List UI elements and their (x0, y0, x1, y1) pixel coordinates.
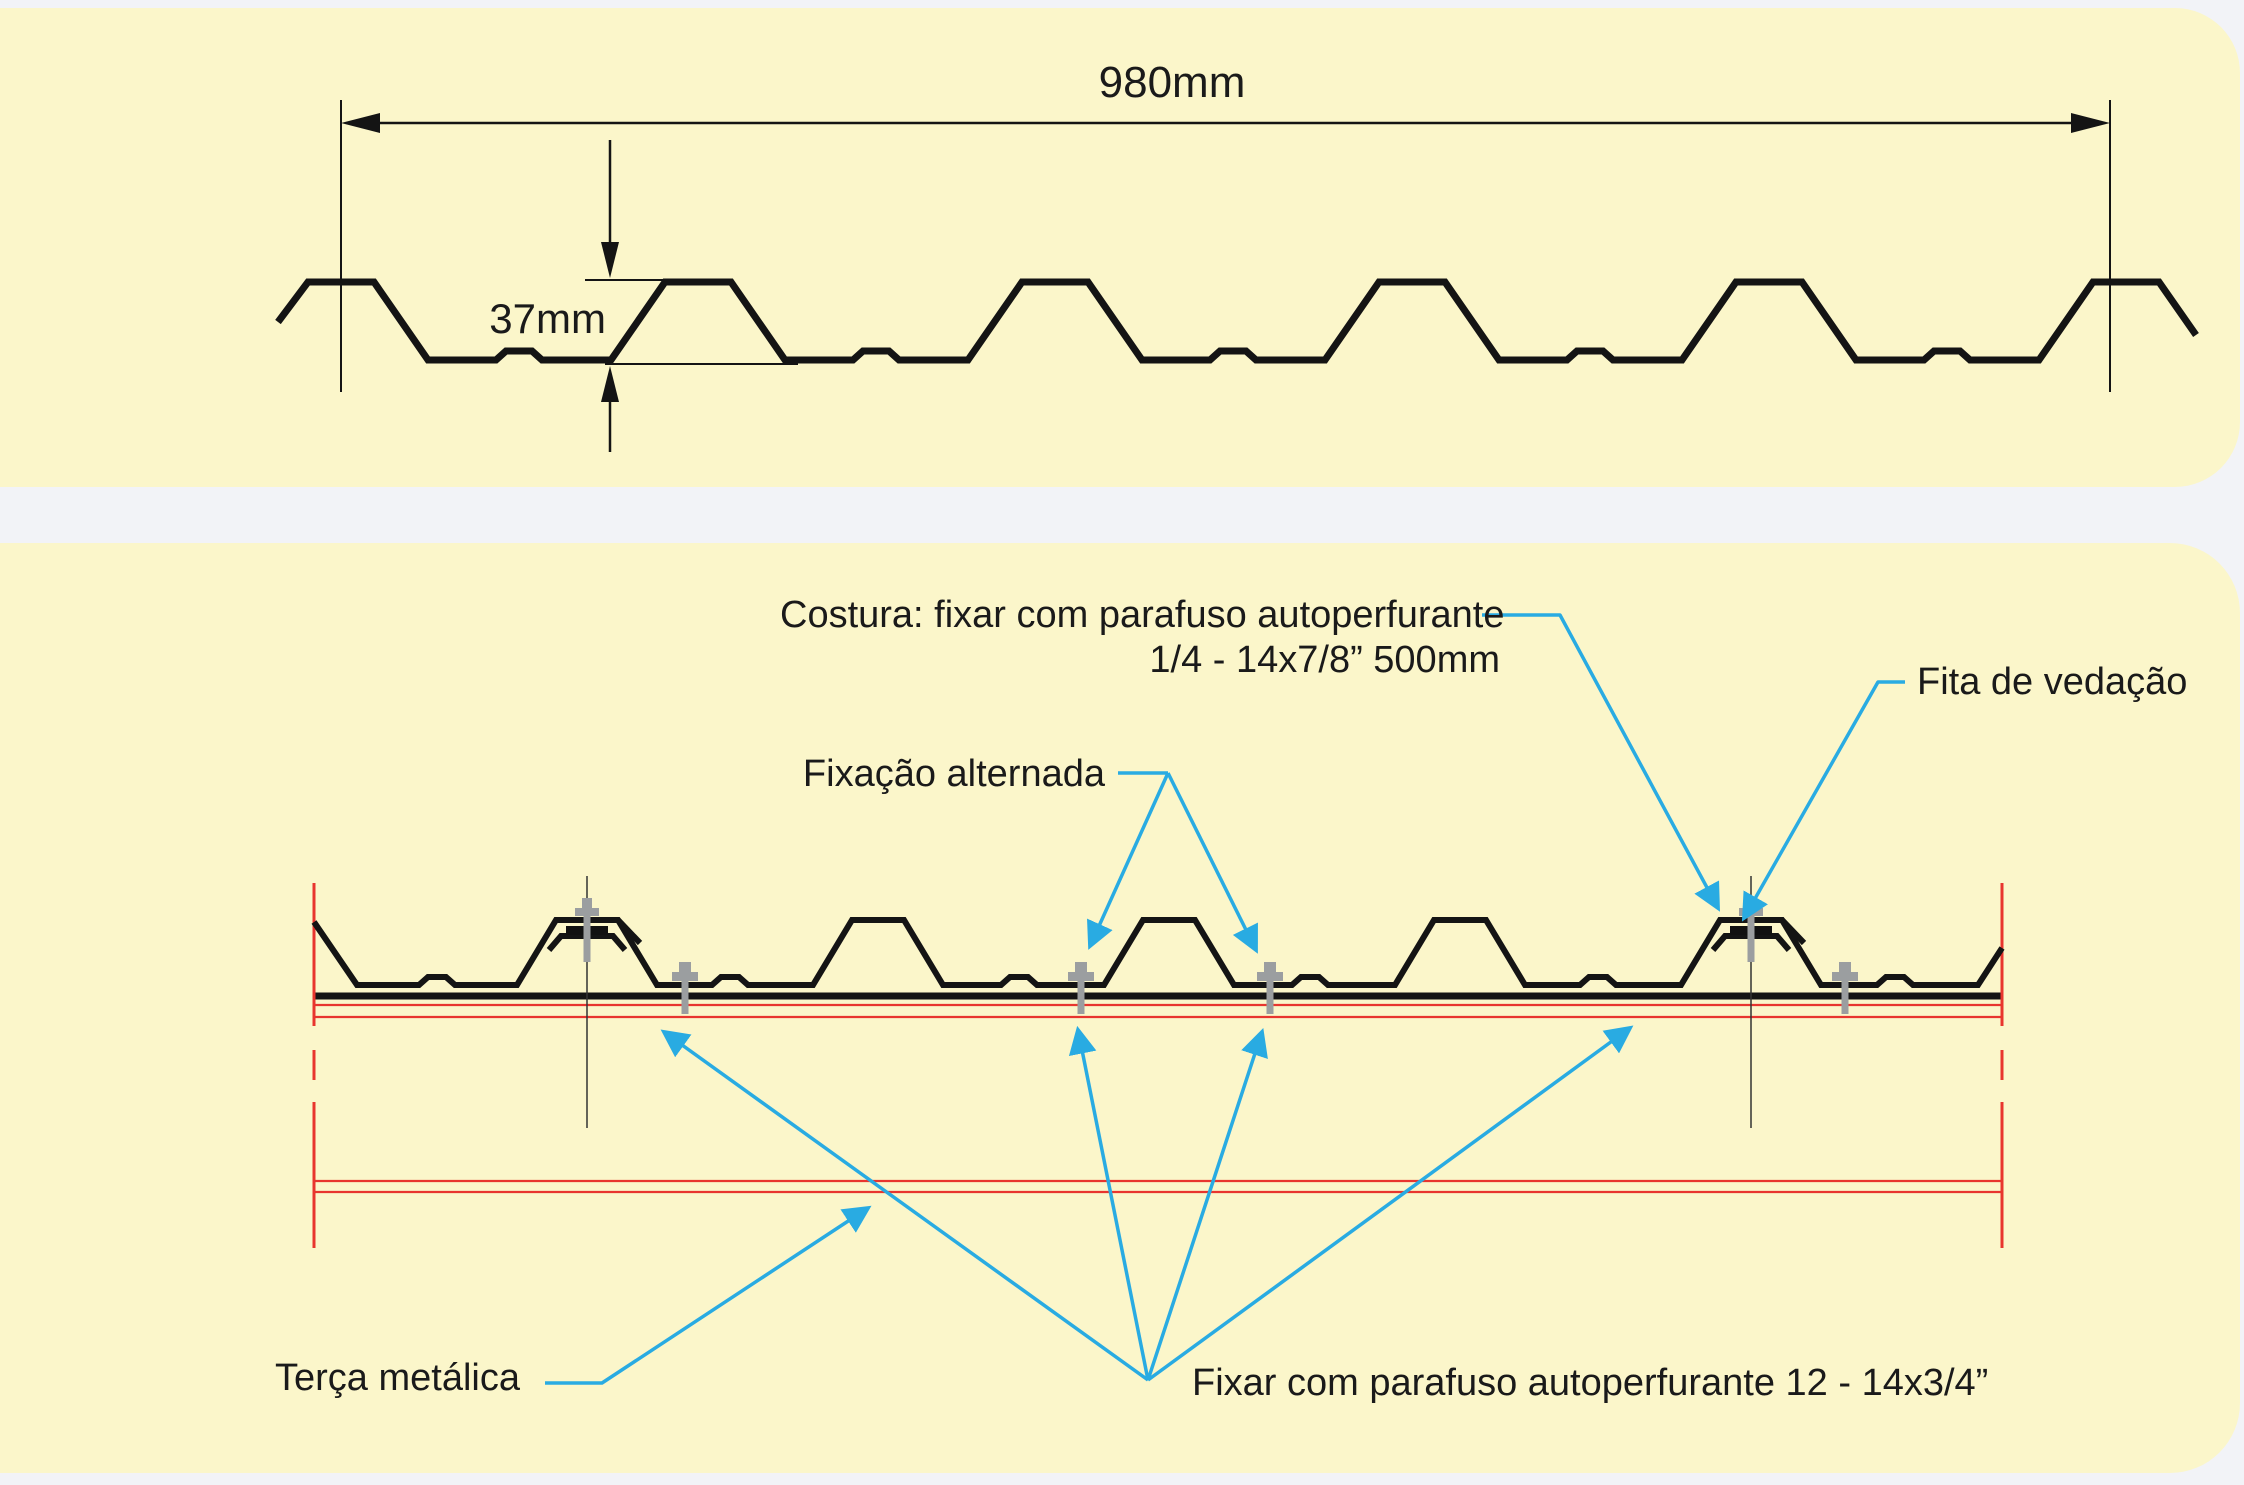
seam-fastener-label-line2: 1/4 - 14x7/8” 500mm (1149, 639, 1500, 681)
leader-costura (1482, 615, 1718, 908)
width-dimension-label: 980mm (1098, 58, 1246, 107)
base-fastener-label: Fixar com parafuso autoperfurante 12 - 14x3/4” (1192, 1362, 1989, 1404)
seam-fastener-label-line1: Costura: fixar com parafuso autoperfurante (780, 594, 1505, 636)
dim-arrow-left (341, 113, 380, 133)
height-dimension-label: 37mm (489, 295, 606, 342)
sealing-tape-label: Fita de vedação (1917, 661, 2188, 703)
dim-arrow-down (601, 242, 619, 278)
metal-purlin-label: Terça metálica (275, 1357, 520, 1399)
leader-fita (1744, 682, 1905, 918)
height-dimension (585, 140, 798, 452)
leader-fixar-4 (1148, 1028, 1630, 1380)
leader-fixar-1 (664, 1032, 1148, 1380)
leader-fixacao-right (1168, 773, 1256, 950)
leader-fixar-2 (1078, 1030, 1148, 1380)
alternate-fixing-label: Fixação alternada (802, 753, 1105, 795)
leader-fixar-3 (1148, 1032, 1262, 1380)
dim-arrow-right (2071, 113, 2110, 133)
dim-arrow-up (601, 366, 619, 402)
leader-terca (545, 1208, 868, 1383)
